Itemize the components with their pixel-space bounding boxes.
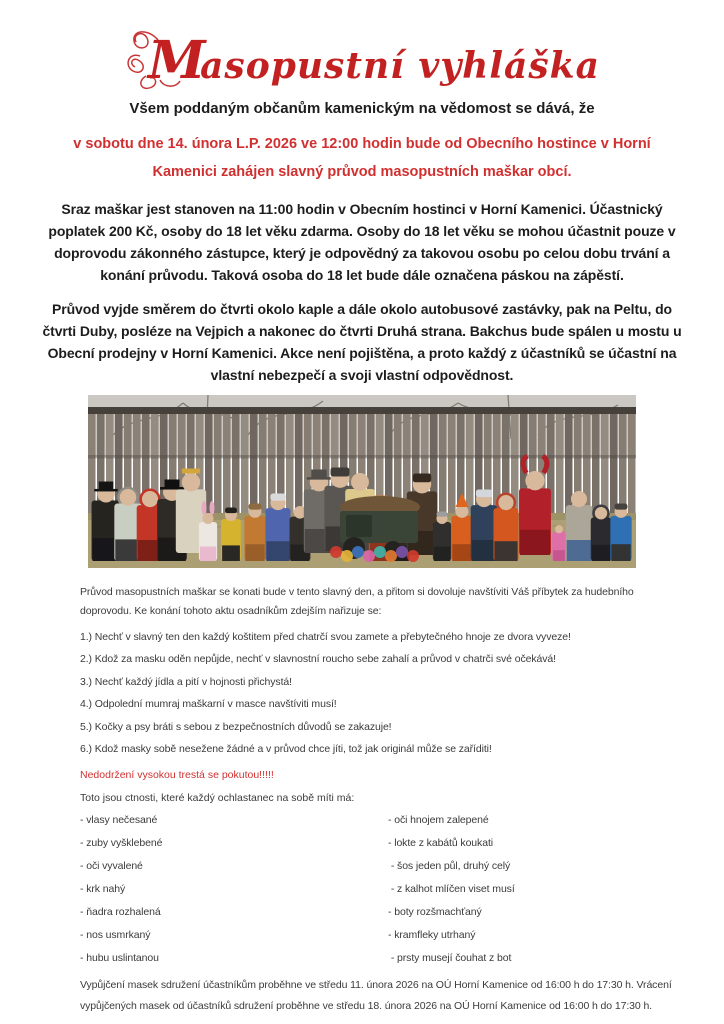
title-text: asopustní vyhláška <box>200 45 600 87</box>
parade-photo-illustration <box>88 395 636 568</box>
rule-item: 3.) Nechť každý jídla a pití v hojnosti přichystá! <box>80 675 292 688</box>
rule-item: 2.) Kdož za masku oděn nepůjde, nechť v slavnostní roucho sebe zahalí a průvod v chatrči své očekává! <box>80 653 556 665</box>
virtue-item: - z kalhot mlíčen viset musí <box>388 883 515 895</box>
virtue-item: - zuby vyšklebené <box>80 837 163 849</box>
virtue-item: - nos usmrkaný <box>80 929 151 941</box>
mask-rental-footer: Vypůjčení masek sdružení účastníkům proběhne ve středu 11. února 2026 na OÚ Horní Kamenice od 16:00 h do 17:30 h. Vrácení vypůjčených masek od účastníků sdružení proběhne ve středu 18. února 2026 na OÚ Horní Kamenice od 16:00 h do 17:30 h. <box>80 978 672 1012</box>
virtues-columns <box>80 814 680 966</box>
announcement: v sobotu dne 14. února L.P. 2026 ve 12:00 hodin bude od Obecního hostince v Horní Kamenici zahájen slavný průvod masopustních maškar obcí. <box>73 136 651 180</box>
virtue-item: - prsty musejí čouhat z bot <box>388 952 512 964</box>
virtues-right-column <box>388 814 515 966</box>
virtue-item: - ňadra rozhalená <box>80 906 161 918</box>
penalty-warning: Nedodržení vysokou trestá se pokutou!!!!! <box>80 769 274 781</box>
headline: Všem poddaným občanům kamenickým na vědomost se dává, že <box>129 100 595 117</box>
rule-item: 1.) Nechť v slavný ten den každý koštitem před chatrčí svou zamete a přebytečného hnoje ze dvora vyveze! <box>80 630 571 643</box>
virtue-item: - krk nahý <box>80 883 126 895</box>
virtue-item: - lokte z kabátů koukati <box>388 837 493 849</box>
virtue-item: - šos jeden půl, druhý celý <box>388 860 511 872</box>
parade-group-photo <box>88 395 636 568</box>
rules-list <box>80 631 680 757</box>
ornamental-initial-icon <box>124 26 208 90</box>
virtue-item: - boty rozšmachťaný <box>388 906 482 918</box>
rule-item: 4.) Odpolední mumraj maškarní v masce navštíviti musí! <box>80 698 337 710</box>
virtue-item: - oči hnojem zalepené <box>388 814 489 826</box>
title-initial: M <box>148 30 206 90</box>
intro-paragraph: Průvod masopustních maškar se konati bude v tento slavný den, a přitom si dovoluje navštíviti Váš příbytek za hudebního doprovodu. Ke konání tohoto aktu osadníkům zdejším nařizuje se: <box>80 586 634 617</box>
virtues-left-column <box>80 814 388 966</box>
virtue-item: - oči vyvalené <box>80 860 143 872</box>
virtue-item: - hubu uslintanou <box>80 952 159 964</box>
paragraph-route: Průvod vyjde směrem do čtvrti okolo kaple a dále okolo autobusové zastávky, pak na Peltu, do čtvrti Duby, posléze na Vejpich a nakonec do čtvrti Druhá strana. Bakchus bude spálen u mostu u Obecní prodejny v Horní Kamenici. Akce není pojištěna, a proto každý z účastníků se účastní na vlastní nebezpečí a svoji vlastní odpovědnost. <box>42 301 682 383</box>
page-title <box>0 26 724 90</box>
virtue-item: - vlasy nečesané <box>80 814 158 826</box>
virtues-intro: Toto jsou ctnosti, které každý ochlastanec na sobě míti má: <box>80 792 355 804</box>
rule-item: 5.) Kočky a psy bráti s sebou z bezpečnostních důvodů se zakazuje! <box>80 720 392 733</box>
rule-item: 6.) Kdož masky sobě nesežene žádné a v průvod chce jíti, tož jak originál může se zaříditi! <box>80 743 492 755</box>
virtue-item: - kramfleky utrhaný <box>388 929 476 941</box>
paragraph-assembly: Sraz maškar jest stanoven na 11:00 hodin v Obecním hostinci v Horní Kamenici. Účastnický poplatek 200 Kč, osoby do 18 let věku zdarma. Osoby do 18 let věku se mohou účastnit pouze v doprovodu zákonného zástupce, který je odpovědný za takovou osobu po celou dobu trvání a konání průvodu. Taková osoba do 18 let bude dále označena páskou na zápěstí. <box>48 201 676 283</box>
